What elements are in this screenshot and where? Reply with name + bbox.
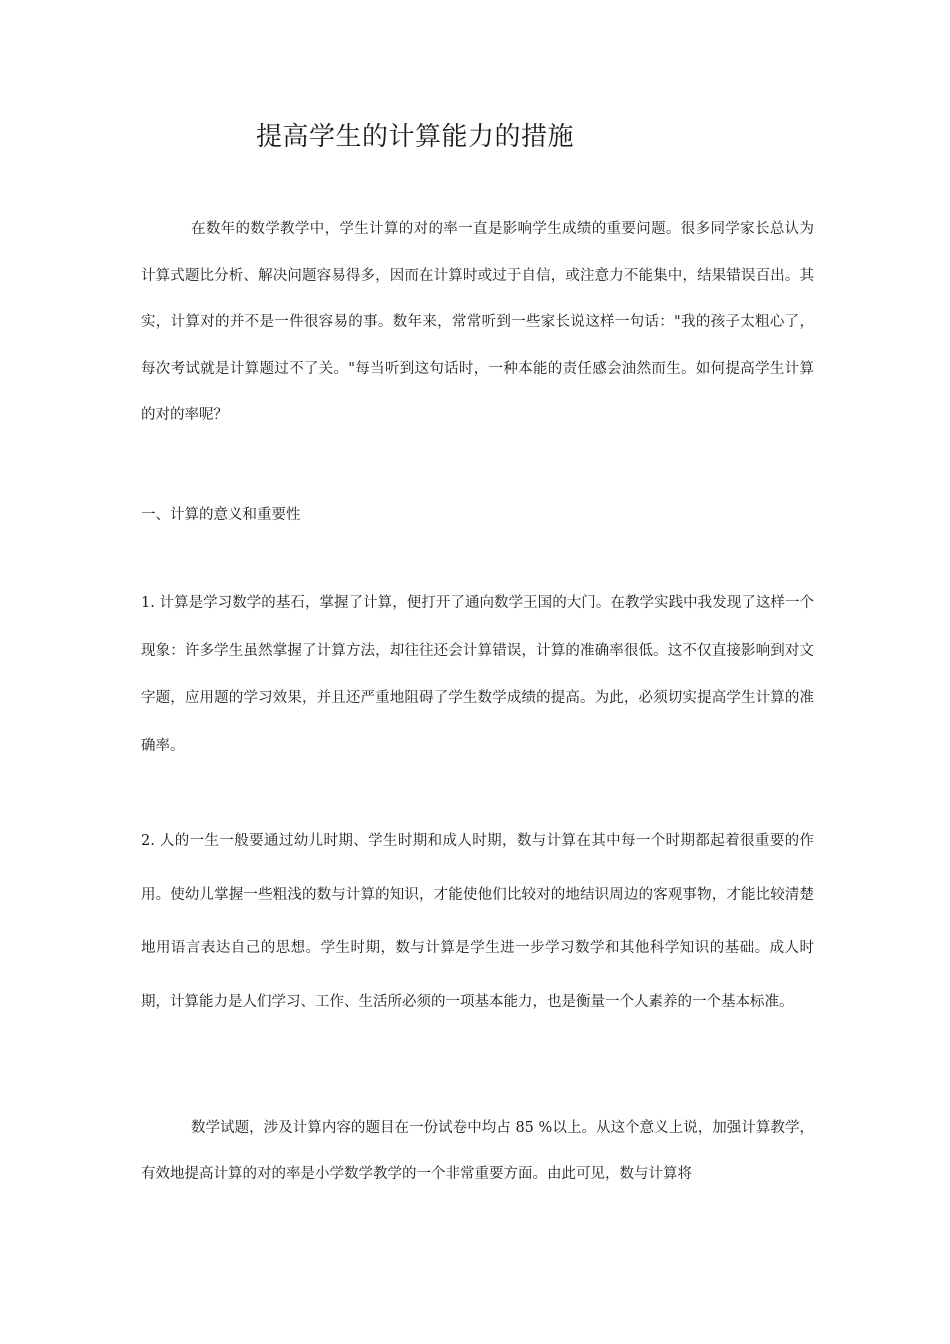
section-heading: 一、计算的意义和重要性 bbox=[141, 507, 301, 523]
document-title: 提高学生的计算能力的措施 bbox=[256, 122, 575, 152]
intro-paragraph: 在数年的数学教学中，学生计算的对的率一直是影响学生成绩的重要问题。很多同学家长总认为计算式题比分析、解决问题容易得多，因而在计算时或过于自信，或注意力不能集中，结果错误百出。其实，计算对的并不是一件很容易的事。数年来，常常听到一些家长说这样一句话："我的孩子太粗心了，每次考试就是计算题过不了关。"每当听到这句话时，一种本能的责任感会油然而生。如何提高学生计算的对的率呢？ bbox=[141, 221, 814, 423]
point-1-paragraph: 1. 计算是学习数学的基石，掌握了计算，便打开了通向数学王国的大门。在教学实践中我发现了这样一个现象：许多学生虽然掌握了计算方法，却往往还会计算错误，计算的准确率很低。这不仅直接影响到对文字题，应用题的学习效果，并且还严重地阻碍了学生数学成绩的提高。为此，必须切实提高学生计算的准确率。 bbox=[141, 595, 814, 754]
closing-paragraph: 数学试题，涉及计算内容的题目在一份试卷中均占 85 %以上。从这个意义上说，加强计算教学，有效地提高计算的对的率是小学数学教学的一个非常重要方面。由此可见，数与计算将 bbox=[141, 1120, 814, 1182]
point-2-paragraph: 2. 人的一生一般要通过幼儿时期、学生时期和成人时期，数与计算在其中每一个时期都起着很重要的作用。使幼儿掌握一些粗浅的数与计算的知识，才能使他们比较对的地结识周边的客观事物，才能比较清楚地用语言表达自己的思想。学生时期，数与计算是学生进一步学习数学和其他科学知识的基础。成人时期，计算能力是人们学习、工作、生活所必须的一项基本能力，也是衡量一个人素养的一个基本标准。 bbox=[141, 833, 814, 1010]
